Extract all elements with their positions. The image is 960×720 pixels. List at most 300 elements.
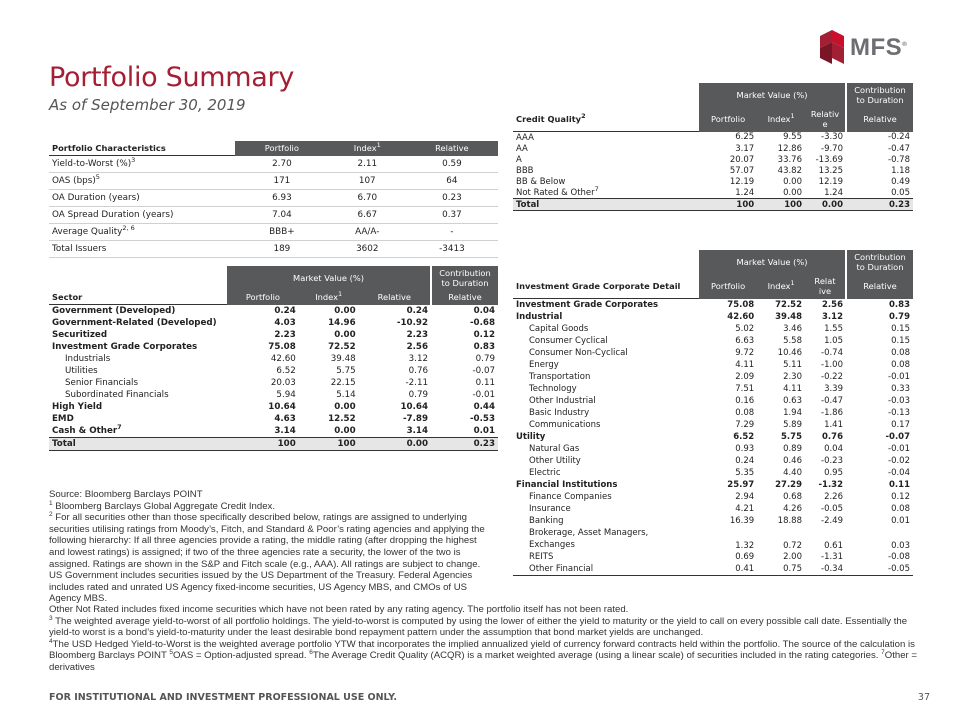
ig-row-label: Finance Companies (529, 492, 612, 502)
cq-row-label: BB & Below (516, 176, 566, 187)
sector-row-portfolio: 5.94 (276, 390, 296, 400)
ig-row-contrib: 0.01 (891, 516, 910, 526)
pc-header-index: Index$^1$ (329, 141, 406, 156)
cq-header-contrib-relative: Relative (846, 107, 913, 132)
ig-row-contrib: 0.11 (889, 480, 910, 490)
sector-row (49, 389, 498, 401)
sector-row-relative: 0.24 (406, 305, 428, 316)
ig-row-portfolio: 4.11 (735, 360, 755, 370)
mfs-logo (818, 30, 928, 66)
sector-row-portfolio: 10.64 (268, 402, 296, 412)
pc-row (49, 173, 498, 190)
sector-row (49, 353, 498, 365)
pc-row-portfolio: 2.70 (235, 156, 329, 173)
pc-row-label: Yield-to-Worst (%)$^3$ (49, 156, 235, 173)
sector-row-contrib: -0.53 (469, 414, 495, 424)
ig-row (513, 383, 913, 395)
ig-row (513, 335, 913, 347)
sector-row-relative: -7.89 (402, 414, 428, 424)
ig-row-contrib: 0.12 (891, 492, 910, 502)
sector-row-portfolio: 4.63 (274, 414, 296, 424)
ig-row-relative: 0.61 (824, 541, 843, 551)
ig-row-portfolio: 0.16 (735, 396, 755, 406)
ig-row-relative: -0.22 (821, 372, 843, 382)
cq-row-portfolio: 20.07 (729, 154, 755, 165)
ig-row-portfolio: 25.97 (727, 480, 755, 490)
ig-row (513, 479, 913, 491)
ig-row-index: 4.40 (783, 468, 802, 478)
sector-row-portfolio: 6.52 (276, 366, 296, 376)
ig-row-index: 0.72 (783, 541, 802, 551)
sector-header-label: Sector (49, 290, 227, 305)
ig-row-relative: -0.74 (821, 348, 843, 358)
ig-row (513, 407, 913, 419)
ig-row-index: 4.26 (783, 504, 802, 514)
ig-row-contrib: 0.15 (891, 336, 910, 346)
ig-row-contrib: -0.01 (888, 372, 910, 382)
sector-row (49, 341, 498, 353)
ig-row (513, 491, 913, 503)
ig-row-portfolio: 6.52 (733, 432, 755, 442)
footnote-1: $^1$ Bloomberg Barclays Global Aggregate Credit Index. (49, 499, 276, 512)
cq-row-relative: 13.25 (818, 165, 843, 176)
ig-corporate-detail-table (513, 250, 913, 576)
sector-row-contrib: -0.68 (469, 318, 495, 328)
sector-row-contrib: 0.04 (473, 305, 495, 316)
mfs-logo-icon (818, 30, 848, 64)
sector-row-label: Government-Related (Developed) (52, 318, 217, 328)
ig-row-index: 27.29 (775, 480, 802, 490)
ig-row (513, 311, 913, 323)
ig-row-relative: 0.04 (824, 444, 843, 454)
pc-row-index: 6.70 (329, 190, 406, 207)
ig-row-label: Technology (529, 384, 577, 394)
ig-row-index: 3.46 (783, 324, 802, 334)
sector-contrib-header: Contribution to Duration (431, 266, 498, 290)
sector-row-label: Senior Financials (65, 378, 138, 388)
cq-row (513, 143, 913, 154)
ig-row-contrib: 0.08 (891, 504, 910, 514)
pc-row-relative: 64 (406, 173, 498, 190)
cq-row-portfolio: 6.25 (735, 132, 755, 143)
ig-row (513, 467, 913, 479)
sector-row-portfolio: 2.23 (274, 330, 296, 340)
ig-row (513, 503, 913, 515)
sector-total-label: Total (49, 438, 227, 451)
sector-row-relative: 2.56 (406, 342, 428, 352)
ig-row-relative: 1.41 (824, 420, 843, 430)
sector-row-label: Subordinated Financials (65, 390, 169, 400)
cq-row-label: BBB (516, 165, 534, 176)
cq-row-relative: -13.69 (815, 154, 843, 165)
ig-row-index: 0.75 (757, 563, 805, 576)
ig-contrib-header: Contribution to Duration (846, 250, 913, 274)
sector-row-index: 39.48 (330, 354, 356, 364)
sector-row (49, 425, 498, 438)
ig-row-label: Brokerage, Asset Managers, Exchanges (529, 528, 649, 550)
ig-header-portfolio: Portfolio (699, 274, 757, 299)
pc-row-label: OA Spread Duration (years) (49, 207, 235, 224)
footnote-source: Source: Bloomberg Barclays POINT (49, 489, 203, 500)
ig-row (513, 527, 913, 551)
cq-row-label: AA (516, 143, 528, 154)
ig-row-relative: 3.12 (822, 312, 843, 322)
ig-row-label: Consumer Non-Cyclical (529, 348, 628, 358)
sector-row-relative: 3.14 (406, 426, 428, 436)
sector-row-label: Investment Grade Corporates (52, 342, 198, 352)
sector-total-relative: 0.00 (359, 438, 431, 451)
sector-row (49, 305, 498, 318)
page-subtitle: As of September 30, 2019 (49, 96, 246, 114)
pc-row-index: 107 (329, 173, 406, 190)
sector-row-relative: 2.23 (406, 330, 428, 340)
ig-row (513, 515, 913, 527)
pc-row-relative: -3413 (406, 241, 498, 258)
pc-row-index: 3602 (329, 241, 406, 258)
cq-row-contrib: -0.78 (888, 154, 910, 165)
ig-row-portfolio: 0.41 (699, 563, 757, 576)
ig-row-relative: -2.49 (821, 516, 843, 526)
ig-row-contrib: 0.15 (891, 324, 910, 334)
pc-row-index: AA/A- (329, 224, 406, 241)
cq-row-contrib: -0.24 (888, 132, 910, 143)
sector-total-contrib: 0.23 (431, 438, 498, 451)
footer-disclaimer: FOR INSTITUTIONAL AND INVESTMENT PROFESSIONAL USE ONLY. (49, 692, 398, 703)
sector-row-label: Securitized (52, 330, 108, 340)
ig-row-relative: -1.32 (818, 480, 843, 490)
ig-header-relative: Relat ive (805, 274, 846, 299)
ig-row-relative: -0.23 (821, 456, 843, 466)
cq-row-relative: 1.24 (824, 187, 843, 198)
pc-row-portfolio: BBB+ (235, 224, 329, 241)
sector-row-index: 22.15 (330, 378, 356, 388)
sector-row-contrib: 0.44 (473, 402, 495, 412)
cq-row (513, 176, 913, 187)
mfs-logo-text: MFS® (850, 34, 908, 61)
sector-header-portfolio: Portfolio (227, 290, 299, 305)
ig-row (513, 299, 913, 312)
ig-row-index: 5.11 (783, 360, 802, 370)
ig-row-portfolio: 4.21 (735, 504, 755, 514)
cq-row-label: AAA (516, 132, 534, 143)
cq-market-value-header: Market Value (%) (699, 83, 846, 107)
ig-row-relative: -0.34 (805, 563, 846, 576)
pc-row-portfolio: 171 (235, 173, 329, 190)
footnote-4-5-6-7: $^4$The USD Hedged Yield-to-Worst is the weighted average portfolio YTW that incorporates the implied annualized yield of currency forward contracts held within the portfolio. The source of the calculation is Bloomberg Barclays POINT $^5$OAS = Option-adjusted spread. $^6$The Average Credit Quality (ACQR) is a market weighted average (using a linear scale) of securities included in the rating categories. $^7$Other = derivatives (49, 637, 918, 673)
ig-row-contrib: -0.08 (888, 552, 910, 562)
cq-row-contrib: 0.05 (891, 187, 910, 198)
sector-row-contrib: 0.11 (475, 378, 495, 388)
cq-header-label: Credit Quality$^2$ (513, 107, 699, 132)
pc-row-label: OA Duration (years) (49, 190, 235, 207)
sector-row-portfolio: 42.60 (270, 354, 296, 364)
cq-row-portfolio: 12.19 (729, 176, 755, 187)
cq-row-index: 9.55 (783, 132, 802, 143)
sector-header-relative: Relative (359, 290, 431, 305)
sector-total-index: 100 (299, 438, 359, 451)
sector-total-row (49, 438, 498, 451)
footnotes-wide (49, 604, 919, 674)
sector-header-contrib-relative: Relative (431, 290, 498, 305)
cq-total-contrib: 0.23 (846, 199, 913, 211)
ig-row-index: 0.63 (783, 396, 802, 406)
pc-header-relative: Relative (406, 141, 498, 156)
ig-row-portfolio: 0.69 (735, 552, 755, 562)
ig-row-contrib: -0.02 (888, 456, 910, 466)
sector-row-contrib: -0.01 (472, 390, 495, 400)
pc-row-index: 2.11 (329, 156, 406, 173)
pc-row (49, 224, 498, 241)
credit-quality-table (513, 83, 913, 211)
footnote-2: $^2$ For all securities other than those specifically described below, ratings are assigned to underlying securities utilising ratings from Moody’s, Fitch, and Standard & Poor’s rating agencies and applying the following hierarchy: If all three agencies provide a rating, the middle rating (after dropping the highest and lowest ratings) is assigned; if two of the three agencies rate a security, the lower of the two is assigned. Ratings are shown in the S&P and Fitch scale (e.g., AAA). All ratings are subject to change. US Government includes securities issued by the US Department of the Treasury. Federal Agencies includes rated and unrated US Agency fixed-income securities, US Agency MBS, and CMOs of US Agency MBS. (49, 511, 485, 605)
ig-row-index: 4.11 (783, 384, 802, 394)
ig-row-relative: 1.05 (824, 336, 843, 346)
ig-row-label: Other Utility (529, 456, 581, 466)
ig-row-relative: 1.55 (824, 324, 843, 334)
ig-row-relative: 2.56 (822, 299, 843, 310)
ig-row-index: 10.46 (777, 348, 802, 358)
ig-row-label: Banking (529, 516, 564, 526)
ig-row (513, 455, 913, 467)
cq-total-label: Total (513, 199, 699, 211)
sector-row-relative: -2.11 (405, 378, 428, 388)
ig-row-relative: -0.47 (821, 396, 843, 406)
sector-row-index: 5.14 (336, 390, 356, 400)
ig-row (513, 359, 913, 371)
ig-row-portfolio: 2.09 (735, 372, 755, 382)
ig-row-relative: -0.05 (821, 504, 843, 514)
pc-row-index: 6.67 (329, 207, 406, 224)
cq-row (513, 154, 913, 165)
sector-row-relative: -10.92 (396, 318, 428, 328)
ig-row-contrib: -0.04 (888, 468, 910, 478)
ig-row-label: Basic Industry (529, 408, 590, 418)
ig-row-relative: 0.95 (824, 468, 843, 478)
footnote-2-tail: Other Not Rated includes fixed income securities which have not been rated by any rating agency. The portfolio itself has not been rated. (49, 604, 629, 615)
sector-row (49, 365, 498, 377)
sector-row (49, 329, 498, 341)
ig-row (513, 443, 913, 455)
pc-row-relative: - (406, 224, 498, 241)
cq-row-index: 12.86 (777, 143, 802, 154)
ig-row-portfolio: 7.29 (735, 420, 755, 430)
ig-row-relative: 2.26 (824, 492, 843, 502)
sector-row-portfolio: 20.03 (270, 378, 296, 388)
ig-row-label: Utility (516, 432, 546, 442)
ig-row-label: Natural Gas (529, 444, 580, 454)
ig-row-contrib: 0.33 (891, 384, 910, 394)
cq-row-portfolio: 1.24 (735, 187, 755, 198)
sector-row-index: 0.00 (334, 402, 356, 412)
ig-header-contrib-relative: Relative (846, 274, 913, 299)
ig-row-label: REITS (529, 552, 554, 562)
pc-row-relative: 0.23 (406, 190, 498, 207)
cq-row-index: 0.00 (783, 176, 802, 187)
ig-row-portfolio: 5.02 (735, 324, 755, 334)
cq-row (513, 132, 913, 144)
ig-row (513, 563, 913, 576)
ig-row-contrib: -0.05 (846, 563, 913, 576)
ig-row-index: 2.00 (783, 552, 802, 562)
ig-row (513, 395, 913, 407)
sector-row-portfolio: 3.14 (274, 426, 296, 436)
cq-total-row (513, 199, 913, 211)
sector-row-portfolio: 75.08 (268, 342, 296, 352)
ig-row-portfolio: 7.51 (735, 384, 755, 394)
ig-row-index: 39.48 (775, 312, 802, 322)
sector-row-label: Government (Developed) (52, 306, 176, 316)
ig-row-label: Industrial (516, 312, 563, 322)
ig-row-portfolio: 0.08 (735, 408, 755, 418)
cq-row-contrib: -0.47 (888, 143, 910, 154)
cq-row-contrib: 1.18 (891, 165, 910, 176)
ig-row-portfolio: 5.35 (735, 468, 755, 478)
ig-row-label: Electric (529, 468, 561, 478)
ig-row-index: 18.88 (777, 516, 802, 526)
cq-header-relative: Relativ e (805, 107, 846, 132)
sector-row-index: 72.52 (328, 342, 356, 352)
ig-row-label: Transportation (529, 372, 591, 382)
ig-row-index: 5.75 (781, 432, 802, 442)
cq-total-index: 100 (757, 199, 805, 211)
cq-row-portfolio: 57.07 (729, 165, 755, 176)
ig-row (513, 551, 913, 563)
pc-row-relative: 0.59 (406, 156, 498, 173)
cq-row-index: 33.76 (777, 154, 802, 165)
pc-row-label: Average Quality$^{2, 6}$ (49, 224, 235, 241)
page-number: 37 (917, 692, 930, 703)
cq-row-index: 0.00 (783, 187, 802, 198)
pc-header-label: Portfolio Characteristics (49, 141, 235, 156)
sector-row-relative: 0.76 (408, 366, 428, 376)
pc-row (49, 156, 498, 173)
ig-row-relative: -1.31 (821, 552, 843, 562)
ig-row-label: Financial Institutions (516, 480, 618, 490)
cq-row-label: A (516, 154, 522, 165)
pc-row (49, 190, 498, 207)
pc-row-portfolio: 189 (235, 241, 329, 258)
ig-row-portfolio: 0.24 (735, 456, 755, 466)
ig-row-label: Other Financial (513, 563, 699, 576)
ig-row (513, 371, 913, 383)
sector-row-contrib: 0.83 (473, 342, 495, 352)
sector-row (49, 401, 498, 413)
ig-row-index: 2.30 (783, 372, 802, 382)
pc-row-portfolio: 6.93 (235, 190, 329, 207)
sector-row-index: 14.96 (328, 318, 356, 328)
cq-total-portfolio: 100 (699, 199, 757, 211)
sector-row-label: Utilities (65, 366, 98, 376)
ig-row-portfolio: 42.60 (727, 312, 755, 322)
ig-row-label: Energy (529, 360, 559, 370)
ig-row-portfolio: 1.32 (735, 541, 755, 551)
ig-row-label: Other Industrial (529, 396, 596, 406)
cq-header-index: Index$^1$ (757, 107, 805, 132)
sector-row-label: High Yield (52, 402, 103, 412)
sector-row-index: 0.00 (334, 330, 356, 340)
ig-row-relative: -1.86 (821, 408, 843, 418)
cq-row-relative: -3.30 (821, 132, 843, 143)
sector-row-label: Industrials (65, 354, 111, 364)
pc-row-label: OAS (bps)$^5$ (49, 173, 235, 190)
ig-row-portfolio: 0.93 (735, 444, 755, 454)
sector-row-relative: 0.79 (408, 390, 428, 400)
sector-total-portfolio: 100 (227, 438, 299, 451)
page-title: Portfolio Summary (49, 62, 295, 93)
ig-row-label: Investment Grade Corporates (516, 300, 659, 310)
sector-row-contrib: 0.79 (475, 354, 495, 364)
pc-row (49, 207, 498, 224)
ig-row-portfolio: 16.39 (729, 516, 755, 526)
sector-row-portfolio: 0.24 (274, 305, 296, 316)
sector-market-value-header: Market Value (%) (227, 266, 431, 290)
ig-row-index: 0.68 (783, 492, 802, 502)
ig-row (513, 347, 913, 359)
ig-row-portfolio: 75.08 (727, 299, 755, 310)
ig-row-portfolio: 9.72 (735, 348, 755, 358)
cq-row-label: Not Rated & Other$^7$ (516, 184, 599, 198)
footnotes-left (49, 489, 489, 605)
cq-total-relative: 0.00 (805, 199, 846, 211)
sector-row-contrib: -0.07 (472, 366, 495, 376)
sector-row-contrib: 0.12 (473, 330, 495, 340)
ig-row-portfolio: 6.63 (735, 336, 755, 346)
ig-row-label: Communications (529, 420, 601, 430)
ig-row-index: 0.46 (783, 456, 802, 466)
cq-row (513, 165, 913, 176)
sector-row (49, 377, 498, 389)
pc-header-portfolio: Portfolio (235, 141, 329, 156)
ig-row-index: 5.89 (783, 420, 802, 430)
sector-row-portfolio: 4.03 (274, 318, 296, 328)
ig-row-contrib: 0.83 (889, 299, 910, 310)
ig-row (513, 323, 913, 335)
ig-row-contrib: 0.79 (889, 312, 910, 322)
cq-row-portfolio: 3.17 (735, 143, 755, 154)
cq-row-index: 43.82 (777, 165, 802, 176)
sector-row-index: 5.75 (336, 366, 356, 376)
sector-row-relative: 10.64 (400, 402, 428, 412)
cq-header-portfolio: Portfolio (699, 107, 757, 132)
ig-row-contrib: 0.08 (891, 360, 910, 370)
ig-row (513, 431, 913, 443)
cq-row-contrib: 0.49 (891, 176, 910, 187)
ig-row-label: Insurance (529, 504, 571, 514)
sector-row-index: 12.52 (328, 414, 356, 424)
sector-row-index: 0.00 (334, 426, 356, 436)
sector-table (49, 266, 498, 451)
ig-market-value-header: Market Value (%) (699, 250, 846, 274)
ig-header-label: Investment Grade Corporate Detail (513, 274, 699, 299)
cq-row (513, 187, 913, 199)
sector-row-label: Cash & Other$^7$ (52, 423, 122, 436)
cq-row-relative: -9.70 (821, 143, 843, 154)
ig-row-label: Consumer Cyclical (529, 336, 608, 346)
portfolio-characteristics-table (49, 141, 498, 258)
sector-row-index: 0.00 (334, 305, 356, 316)
ig-header-index: Index$^1$ (757, 274, 805, 299)
ig-row-contrib: -0.03 (888, 396, 910, 406)
ig-row-contrib: 0.17 (891, 420, 910, 430)
ig-row-relative: 0.76 (822, 432, 843, 442)
ig-row-relative: 3.39 (824, 384, 843, 394)
cq-contrib-header: Contribution to Duration (846, 83, 913, 107)
pc-row-portfolio: 7.04 (235, 207, 329, 224)
ig-row-index: 72.52 (775, 299, 802, 310)
ig-row-contrib: -0.13 (888, 408, 910, 418)
ig-row-index: 1.94 (783, 408, 802, 418)
ig-row-portfolio: 2.94 (735, 492, 755, 502)
